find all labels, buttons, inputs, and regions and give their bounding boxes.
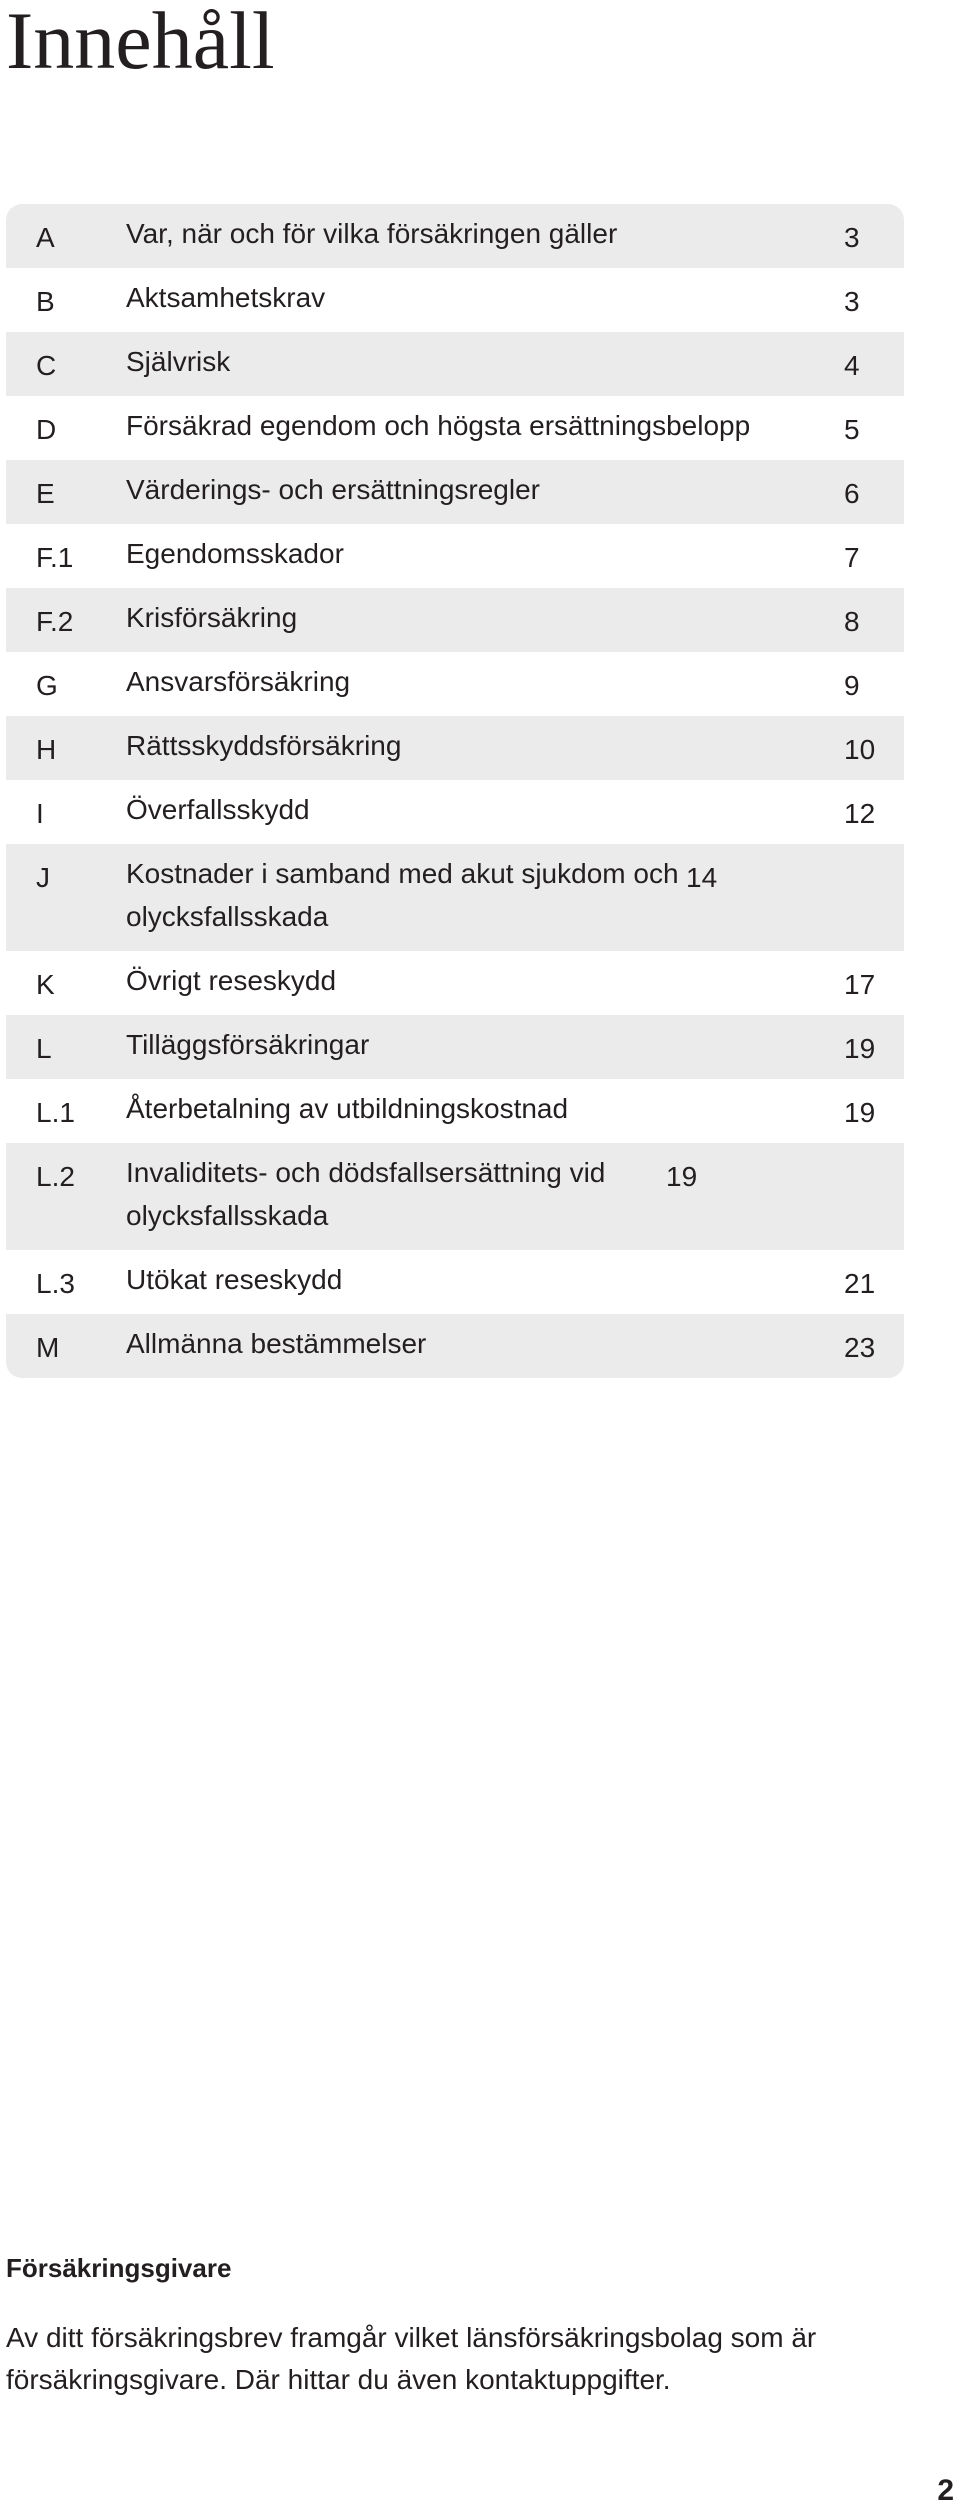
toc-title: Överfallsskydd [126, 794, 310, 825]
toc-title: Tilläggsförsäkringar [126, 1029, 370, 1060]
toc-title: Var, när och för vilka försäkringen gäller [126, 218, 618, 249]
toc-page-number: 4 [844, 350, 860, 381]
toc-code: J [36, 862, 50, 893]
toc-title: Återbetalning av utbildningskostnad [126, 1093, 569, 1124]
toc-row[interactable] [6, 1079, 904, 1143]
toc-page-number: 7 [844, 542, 860, 573]
toc-row[interactable] [6, 524, 904, 588]
toc-title: Krisförsäkring [126, 602, 298, 633]
toc-row[interactable] [6, 652, 904, 716]
toc-page-number: 3 [844, 286, 860, 317]
toc-page-number: 9 [844, 670, 860, 701]
toc-title: Egendomsskador [126, 538, 344, 569]
toc-page-number: 19 [844, 1033, 876, 1064]
table-of-contents [6, 204, 904, 1378]
toc-title: Rättsskyddsförsäkring [126, 730, 402, 761]
toc-code: L.2 [36, 1161, 75, 1192]
toc-page-number: 6 [844, 478, 860, 509]
toc-row[interactable] [6, 780, 904, 844]
toc-page-number: 3 [844, 222, 860, 253]
toc-page-number: 17 [844, 969, 876, 1000]
toc-row[interactable] [6, 1015, 904, 1079]
toc-title: Ansvarsförsäkring [126, 666, 351, 697]
toc-title: Allmänna bestämmelser [126, 1328, 427, 1359]
toc-title: Kostnader i samband med akut sjukdom och olycksfallsskada [126, 858, 679, 932]
toc-row[interactable] [6, 588, 904, 652]
toc-code: I [36, 798, 44, 829]
toc-code: A [36, 222, 55, 253]
toc-title: Värderings- och ersättningsregler [126, 474, 540, 505]
toc-code: B [36, 286, 55, 317]
toc-page-number: 23 [844, 1332, 876, 1363]
toc-code: C [36, 350, 57, 381]
toc-code: K [36, 969, 55, 1000]
toc-row[interactable] [6, 716, 904, 780]
insurer-heading: Försäkringsgivare [6, 2253, 232, 2283]
toc-title: Försäkrad egendom och högsta ersättningsbelopp [126, 410, 751, 441]
toc-code: G [36, 670, 58, 701]
toc-title: Invaliditets- och dödsfallsersättning vid olycksfallsskada [126, 1157, 606, 1231]
toc-code: E [36, 478, 55, 509]
toc-page-number: 19 [844, 1097, 876, 1128]
toc-page-number: 19 [666, 1161, 698, 1192]
toc-page-number: 8 [844, 606, 860, 637]
toc-row[interactable] [6, 268, 904, 332]
toc-row[interactable] [6, 1314, 904, 1378]
toc-title: Aktsamhetskrav [126, 282, 326, 313]
toc-row[interactable] [6, 1143, 904, 1250]
toc-row[interactable] [6, 951, 904, 1015]
toc-row[interactable] [6, 204, 904, 268]
toc-row[interactable] [6, 332, 904, 396]
toc-code: L.1 [36, 1097, 75, 1128]
toc-row[interactable] [6, 1250, 904, 1314]
toc-row[interactable] [6, 396, 904, 460]
toc-page-number: 10 [844, 734, 876, 765]
toc-title: Övrigt reseskydd [126, 965, 337, 996]
toc-code: H [36, 734, 57, 765]
page-title: Innehåll [6, 0, 275, 86]
insurer-text: Av ditt försäkringsbrev framgår vilket länsförsäkringsbolag som är försäkringsgivare. Där hittar du även kontaktuppgifter. [6, 2322, 817, 2395]
toc-code: M [36, 1332, 60, 1363]
toc-page-number: 12 [844, 798, 876, 829]
toc-row[interactable] [6, 844, 904, 951]
toc-page-number: 5 [844, 414, 860, 445]
toc-code: L.3 [36, 1268, 75, 1299]
page-number: 2 [937, 2474, 954, 2507]
toc-code: F.1 [36, 542, 74, 573]
toc-page-number: 21 [844, 1268, 876, 1299]
toc-code: L [36, 1033, 52, 1064]
toc-page-number: 14 [686, 862, 718, 893]
toc-title: Självrisk [126, 346, 231, 377]
toc-code: D [36, 414, 57, 445]
toc-title: Utökat reseskydd [126, 1264, 343, 1295]
toc-row[interactable] [6, 460, 904, 524]
toc-code: F.2 [36, 606, 74, 637]
